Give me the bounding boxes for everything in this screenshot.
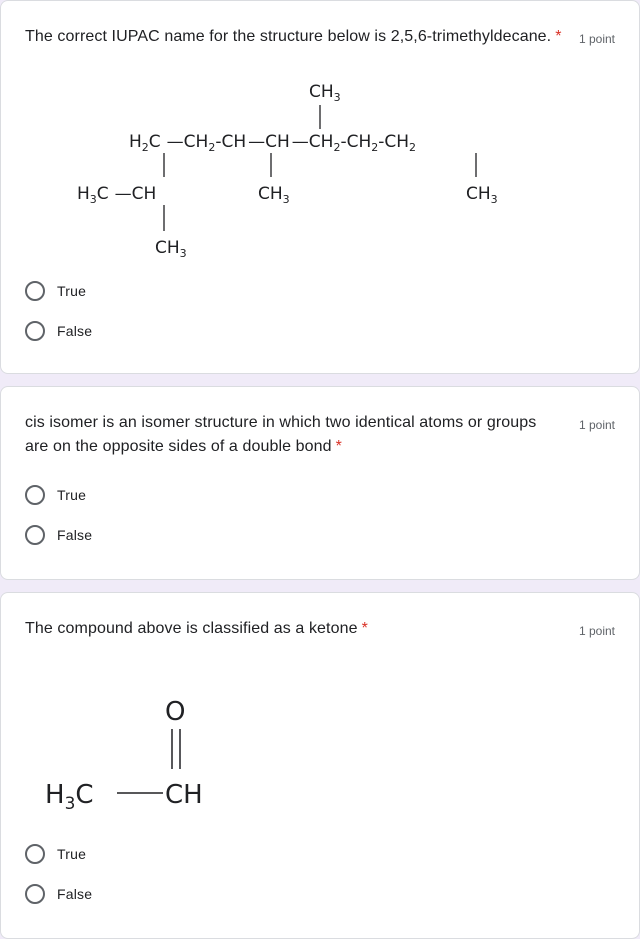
question-title [25,411,555,459]
structure-bottom-methyl: $CH_3$ [155,238,187,260]
question-title [25,617,368,641]
structure-main-chain: $H_2C$ $—CH_2-CH$ —CH $—CH_2-CH_2-CH_2$ [129,132,417,154]
option-label: True [57,846,87,862]
structure-left-branch: $H_3C$ —CH [77,184,157,206]
points-label: 1 point [578,624,615,638]
chemical-structure-diagram [61,71,531,271]
question-card-3 [0,592,640,939]
option-label: False [57,886,93,902]
question-card-1 [0,0,640,374]
option-true[interactable] [25,842,86,866]
option-label: False [57,527,93,543]
option-true[interactable] [25,483,86,507]
required-asterisk: * [361,620,368,637]
option-false[interactable] [25,319,92,343]
radio-button[interactable] [25,525,45,545]
question-card-2 [0,386,640,580]
option-false[interactable] [25,882,92,906]
question-text: The compound above is classified as a ketone [25,620,358,637]
points-label: 1 point [578,418,615,432]
radio-button[interactable] [25,321,45,341]
aldehyde-structure-diagram [41,687,241,827]
radio-button[interactable] [25,281,45,301]
option-label: False [57,323,93,339]
question-text-line1: cis isomer is an isomer structure in which two identical atoms or groups [25,414,537,431]
required-asterisk: * [335,438,342,455]
question-text-line2: are on the opposite sides of a double bond [25,438,332,455]
points-label: 1 point [578,32,615,46]
structure-right-methyl: $CH_3$ [466,184,498,206]
radio-button[interactable] [25,884,45,904]
structure-ch: CH [165,780,203,810]
question-title [25,25,562,49]
structure-methyl: $H_3C$ [45,780,94,814]
option-label: True [57,487,87,503]
option-label: True [57,283,87,299]
radio-button[interactable] [25,844,45,864]
option-true[interactable] [25,279,86,303]
structure-top-methyl: $CH_3$ [309,82,341,104]
radio-button[interactable] [25,485,45,505]
question-text: The correct IUPAC name for the structure below is 2,5,6-trimethyldecane. [25,28,552,45]
structure-mid-methyl: $CH_3$ [258,184,290,206]
structure-oxygen: O [165,697,186,727]
required-asterisk: * [555,28,562,45]
option-false[interactable] [25,523,92,547]
